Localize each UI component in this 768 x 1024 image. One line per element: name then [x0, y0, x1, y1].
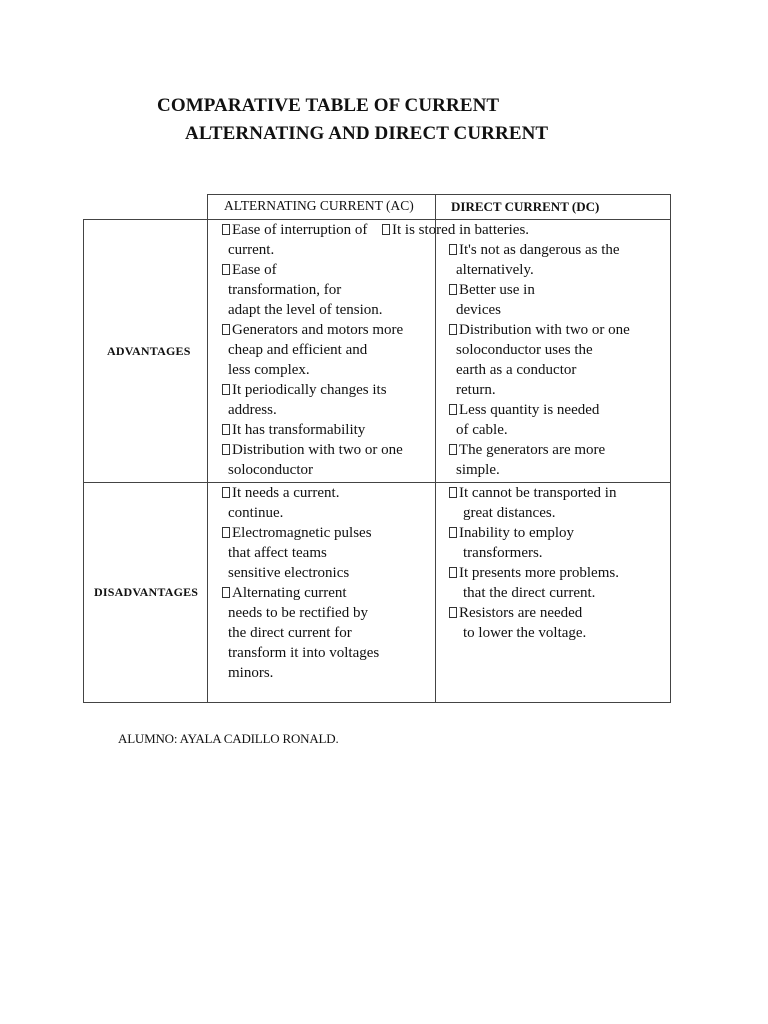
cell-line-text: transformers. [463, 545, 543, 561]
cell-line-text: sensitive electronics [228, 565, 350, 581]
cell-line [228, 460, 313, 480]
cell-line [449, 280, 535, 300]
cell-line [222, 320, 403, 340]
table-border-header-bottom [83, 219, 671, 220]
cell-line-text: minors. [228, 665, 274, 681]
cell-line [449, 483, 616, 503]
cell-line [382, 220, 529, 240]
cell-line-text: soloconductor uses the [456, 342, 593, 358]
table-border-right [670, 194, 671, 703]
bullet-icon [449, 444, 457, 455]
cell-line-text: It needs a current. [232, 485, 340, 501]
bullet-icon [449, 284, 457, 295]
cell-line-text: The generators are more [459, 442, 606, 458]
cell-line [456, 380, 496, 400]
bullet-icon [222, 587, 230, 598]
cell-line-text: great distances. [463, 505, 556, 521]
cell-line [456, 460, 500, 480]
cell-line [456, 420, 508, 440]
table-border-bottom [83, 702, 671, 703]
header-dc: DIRECT CURRENT (DC) [451, 199, 600, 214]
cell-line-text: Resistors are needed [459, 605, 583, 621]
row-label-advantages: ADVANTAGES [107, 344, 191, 358]
cell-line-text: needs to be rectified by [228, 605, 368, 621]
cell-line-text: Generators and motors more [232, 322, 404, 338]
bullet-icon [222, 224, 230, 235]
cell-line-text: to lower the voltage. [463, 625, 587, 641]
cell-line [228, 300, 383, 320]
bullet-icon [449, 244, 457, 255]
bullet-icon [222, 487, 230, 498]
cell-line [222, 523, 372, 543]
bullet-icon [449, 527, 457, 538]
bullet-icon [449, 324, 457, 335]
bullet-icon [222, 527, 230, 538]
cell-line-text: It presents more problems. [459, 565, 619, 581]
cell-line-text: adapt the level of tension. [228, 302, 383, 318]
bullet-icon [222, 264, 230, 275]
header-ac: ALTERNATING CURRENT (AC) [224, 198, 414, 213]
cell-line [222, 260, 277, 280]
table-border-left [83, 219, 84, 703]
cell-line-text: current. [228, 242, 275, 258]
cell-line-text: address. [228, 402, 277, 418]
cell-line [463, 543, 543, 563]
title-line-1: COMPARATIVE TABLE OF CURRENT [157, 95, 500, 116]
cell-line-text: Distribution with two or one [232, 442, 403, 458]
cell-line [228, 280, 341, 300]
cell-line-text: Ease of [232, 262, 277, 278]
cell-line [449, 240, 620, 260]
table-border-ac-dc [435, 194, 436, 703]
cell-line-text: It is stored in batteries. [392, 222, 530, 238]
cell-line-text: earth as a conductor [456, 362, 577, 378]
cell-line-text: continue. [228, 505, 284, 521]
bullet-icon [449, 404, 457, 415]
cell-line [449, 400, 599, 420]
bullet-icon [449, 607, 457, 618]
cell-line [228, 340, 367, 360]
table-border-top [207, 194, 671, 195]
cell-line [228, 563, 349, 583]
cell-line [228, 360, 310, 380]
bullet-icon [222, 424, 230, 435]
cell-line-text: It's not as dangerous as the [459, 242, 620, 258]
cell-line-text: less complex. [228, 362, 310, 378]
cell-line [228, 503, 283, 523]
student-name: ALUMNO: AYALA CADILLO RONALD. [118, 731, 339, 746]
cell-line-text: Alternating current [232, 585, 347, 601]
cell-line [449, 440, 605, 460]
cell-line-text: transform it into voltages [228, 645, 380, 661]
cell-line [456, 340, 593, 360]
bullet-icon [222, 324, 230, 335]
cell-line [228, 543, 327, 563]
cell-line [228, 240, 274, 260]
cell-line [463, 623, 586, 643]
cell-line [463, 583, 595, 603]
cell-line [228, 603, 368, 623]
cell-line [449, 603, 582, 623]
cell-line-text: transformation, for [228, 282, 342, 298]
cell-line [228, 643, 379, 663]
cell-line-text: It periodically changes its [232, 382, 387, 398]
cell-line [449, 523, 574, 543]
cell-line-text: Ease of interruption of [232, 222, 368, 238]
cell-line-text: Inability to employ [459, 525, 574, 541]
cell-line [463, 503, 555, 523]
bullet-icon [222, 444, 230, 455]
cell-line-text: devices [456, 302, 501, 318]
cell-line [228, 400, 277, 420]
row-label-disadvantages: DISADVANTAGES [94, 585, 199, 599]
cell-line [456, 360, 576, 380]
bullet-icon [449, 567, 457, 578]
cell-line-text: It cannot be transported in [459, 485, 617, 501]
cell-line-text: that the direct current. [463, 585, 596, 601]
cell-line-text: Electromagnetic pulses [232, 525, 372, 541]
cell-line [222, 220, 367, 240]
cell-line [222, 483, 339, 503]
cell-line [222, 380, 387, 400]
cell-line-text: Better use in [459, 282, 535, 298]
table-border-label-col [207, 194, 208, 703]
cell-line [222, 583, 347, 603]
bullet-icon [382, 224, 390, 235]
cell-line-text: return. [456, 382, 496, 398]
cell-line-text: soloconductor [228, 462, 313, 478]
cell-line-text: of cable. [456, 422, 508, 438]
cell-line [228, 663, 273, 683]
cell-line [456, 260, 534, 280]
cell-line-text: Distribution with two or one [459, 322, 630, 338]
cell-line-text: simple. [456, 462, 500, 478]
cell-line-text: the direct current for [228, 625, 352, 641]
cell-line-text: Less quantity is needed [459, 402, 600, 418]
cell-line-text: that affect teams [228, 545, 327, 561]
cell-line [449, 320, 630, 340]
cell-line [222, 440, 403, 460]
bullet-icon [449, 487, 457, 498]
cell-line [456, 300, 501, 320]
cell-line-text: cheap and efficient and [228, 342, 368, 358]
cell-line [449, 563, 619, 583]
cell-line [228, 623, 352, 643]
bullet-icon [222, 384, 230, 395]
cell-line [222, 420, 365, 440]
cell-line-text: alternatively. [456, 262, 534, 278]
title-line-2: ALTERNATING AND DIRECT CURRENT [185, 123, 549, 144]
cell-line-text: It has transformability [232, 422, 366, 438]
